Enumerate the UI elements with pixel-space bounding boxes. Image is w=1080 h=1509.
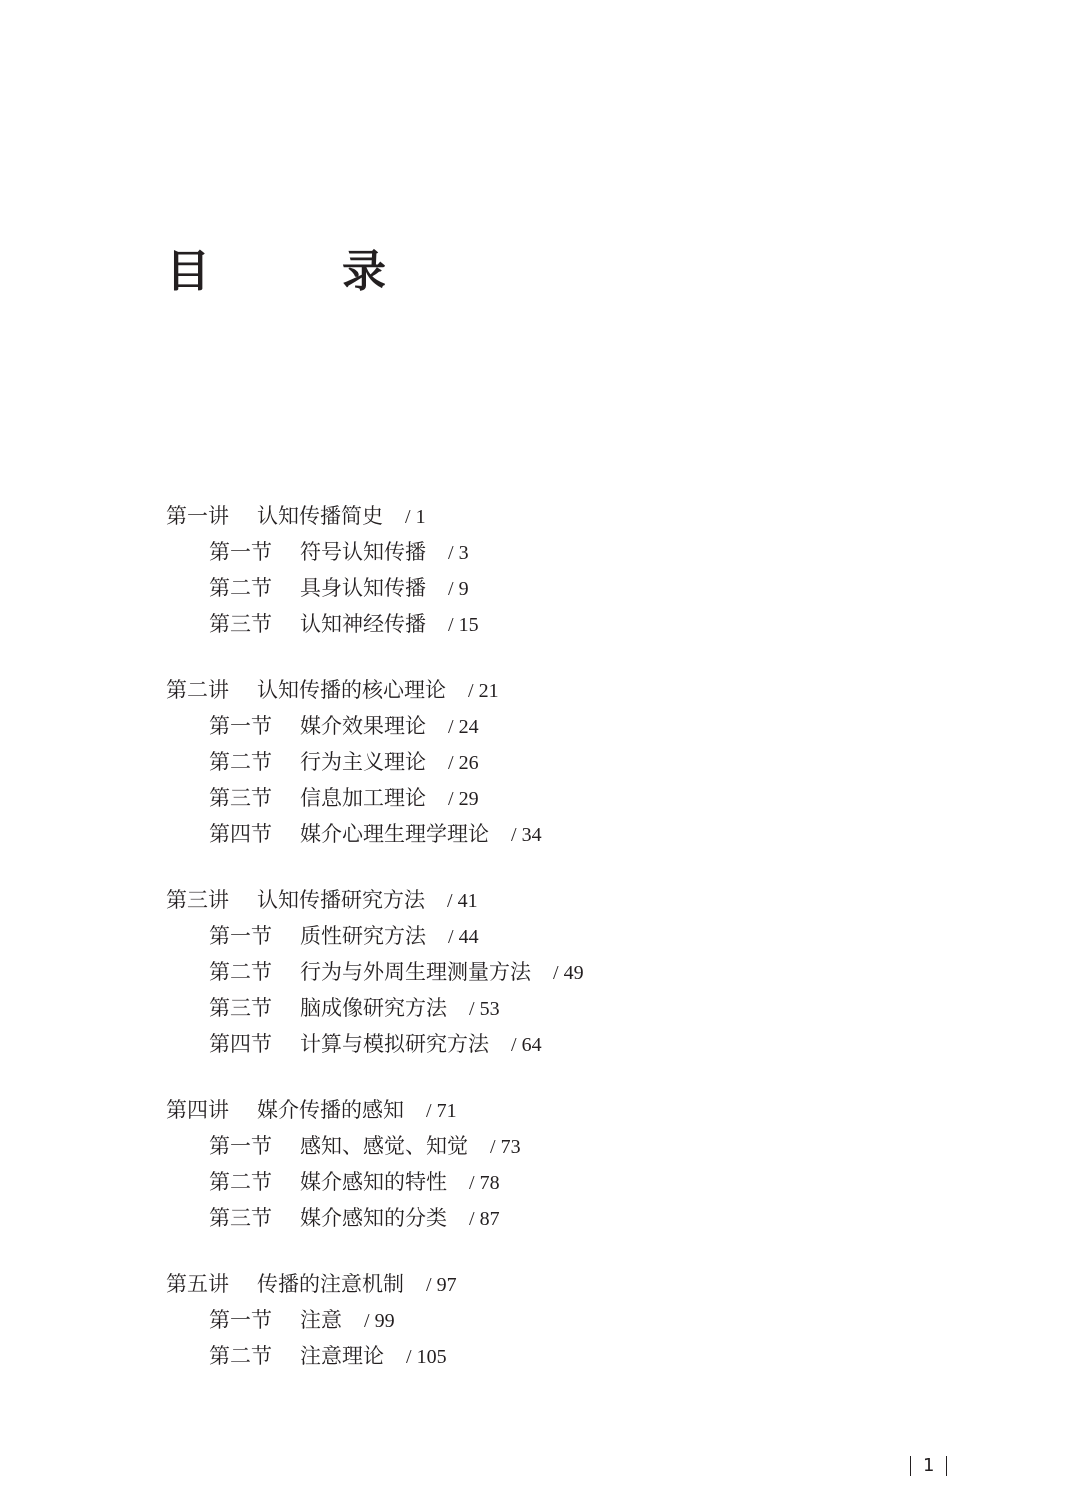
section-title: 具身认知传播 — [300, 576, 426, 600]
section-title: 媒介感知的特性 — [300, 1170, 447, 1194]
section-number: 第三节 — [209, 786, 272, 810]
section-number: 第二节 — [209, 576, 272, 600]
section-page: / 44 — [448, 919, 479, 955]
section-page: / 49 — [553, 955, 584, 991]
section-title: 行为与外周生理测量方法 — [300, 960, 531, 984]
toc-section-entry[interactable] — [166, 744, 986, 780]
section-number: 第一节 — [209, 540, 272, 564]
folio-right-bar — [946, 1456, 947, 1476]
toc-section-entry[interactable] — [166, 816, 986, 852]
section-page: / 24 — [448, 709, 479, 745]
toc-section-entry[interactable] — [166, 918, 986, 954]
section-number: 第四节 — [209, 1032, 272, 1056]
toc-section-entry[interactable] — [166, 534, 986, 570]
section-title: 感知、感觉、知觉 — [300, 1134, 468, 1158]
toc-chapter — [166, 1092, 986, 1236]
section-title: 媒介感知的分类 — [300, 1206, 447, 1230]
chapter-title: 认知传播的核心理论 — [257, 678, 446, 702]
section-page: / 26 — [448, 745, 479, 781]
page-title: 目 录 — [166, 246, 430, 297]
toc-section-entry[interactable] — [166, 570, 986, 606]
toc-chapter — [166, 1266, 986, 1374]
section-title: 符号认知传播 — [300, 540, 426, 564]
chapter-number: 第四讲 — [166, 1098, 229, 1122]
toc-section-entry[interactable] — [166, 1302, 986, 1338]
section-page: / 78 — [469, 1165, 500, 1201]
section-title: 信息加工理论 — [300, 786, 426, 810]
chapter-number: 第五讲 — [166, 1272, 229, 1296]
chapter-number: 第二讲 — [166, 678, 229, 702]
toc-section-entry[interactable] — [166, 1026, 986, 1062]
section-number: 第一节 — [209, 1308, 272, 1332]
section-page: / 53 — [469, 991, 500, 1027]
toc-chapter-entry[interactable] — [166, 672, 986, 708]
toc-chapter-entry[interactable] — [166, 882, 986, 918]
chapter-number: 第三讲 — [166, 888, 229, 912]
toc-section-entry[interactable] — [166, 1128, 986, 1164]
toc-section-entry[interactable] — [166, 708, 986, 744]
section-title: 计算与模拟研究方法 — [300, 1032, 489, 1056]
page-number-value: 1 — [923, 1455, 935, 1476]
toc-chapter — [166, 498, 986, 642]
section-page: / 105 — [406, 1339, 447, 1375]
section-page: / 73 — [490, 1129, 521, 1165]
toc-section-entry[interactable] — [166, 606, 986, 642]
toc-section-entry[interactable] — [166, 990, 986, 1026]
section-number: 第一节 — [209, 1134, 272, 1158]
toc-chapter-entry[interactable] — [166, 1266, 986, 1302]
toc-section-entry[interactable] — [166, 954, 986, 990]
section-number: 第一节 — [209, 924, 272, 948]
chapter-title: 传播的注意机制 — [257, 1272, 404, 1296]
section-number: 第二节 — [209, 960, 272, 984]
toc-chapter-entry[interactable] — [166, 1092, 986, 1128]
toc-chapter — [166, 882, 986, 1062]
section-number: 第三节 — [209, 996, 272, 1020]
page-number — [898, 1455, 959, 1476]
section-title: 脑成像研究方法 — [300, 996, 447, 1020]
section-page: / 9 — [448, 571, 469, 607]
section-title: 质性研究方法 — [300, 924, 426, 948]
toc-section-entry[interactable] — [166, 1338, 986, 1374]
section-number: 第四节 — [209, 822, 272, 846]
chapter-page: / 71 — [426, 1093, 457, 1129]
section-page: / 15 — [448, 607, 479, 643]
toc-chapter-entry[interactable] — [166, 498, 986, 534]
section-title: 认知神经传播 — [300, 612, 426, 636]
toc-section-entry[interactable] — [166, 1164, 986, 1200]
section-page: / 3 — [448, 535, 469, 571]
section-page: / 64 — [511, 1027, 542, 1063]
toc-section-entry[interactable] — [166, 780, 986, 816]
chapter-title: 认知传播研究方法 — [257, 888, 425, 912]
section-number: 第二节 — [209, 1170, 272, 1194]
chapter-page: / 41 — [447, 883, 478, 919]
folio-left-bar — [910, 1456, 911, 1476]
section-title: 媒介心理生理学理论 — [300, 822, 489, 846]
section-title: 媒介效果理论 — [300, 714, 426, 738]
chapter-page: / 1 — [405, 499, 426, 535]
section-page: / 34 — [511, 817, 542, 853]
section-title: 注意理论 — [300, 1344, 384, 1368]
section-page: / 29 — [448, 781, 479, 817]
chapter-number: 第一讲 — [166, 504, 229, 528]
section-page: / 99 — [364, 1303, 395, 1339]
section-number: 第三节 — [209, 1206, 272, 1230]
section-number: 第二节 — [209, 1344, 272, 1368]
chapter-title: 媒介传播的感知 — [257, 1098, 404, 1122]
section-page: / 87 — [469, 1201, 500, 1237]
chapter-page: / 21 — [468, 673, 499, 709]
toc-chapter — [166, 672, 986, 852]
chapter-title: 认知传播简史 — [257, 504, 383, 528]
section-number: 第二节 — [209, 750, 272, 774]
section-number: 第一节 — [209, 714, 272, 738]
section-number: 第三节 — [209, 612, 272, 636]
toc-section-entry[interactable] — [166, 1200, 986, 1236]
table-of-contents — [166, 498, 986, 1404]
section-title: 注意 — [300, 1308, 342, 1332]
section-title: 行为主义理论 — [300, 750, 426, 774]
chapter-page: / 97 — [426, 1267, 457, 1303]
